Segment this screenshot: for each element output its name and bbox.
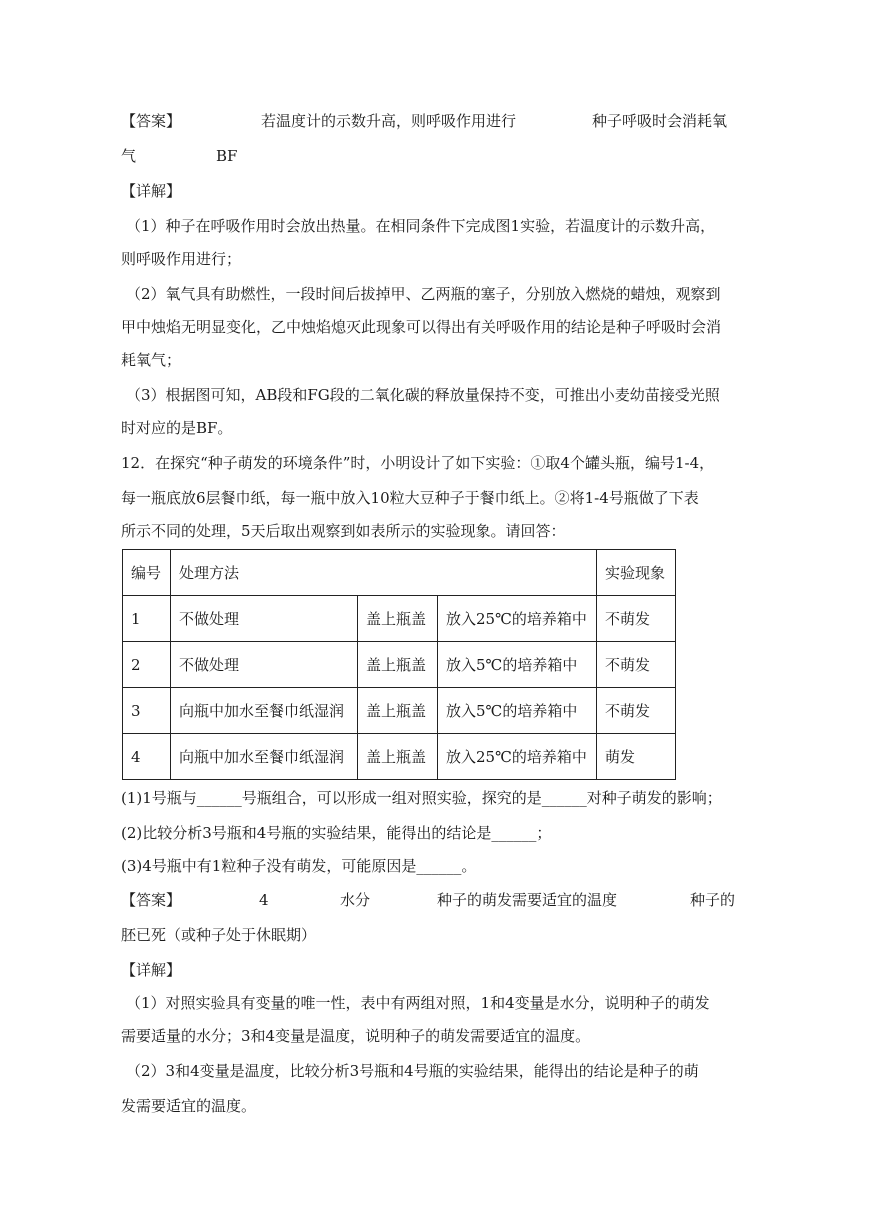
- row-number: 1: [123, 596, 171, 642]
- row-temperature: 放入5℃的培养箱中: [438, 642, 597, 688]
- row-result: 萌发: [597, 734, 676, 780]
- detail-label: 【详解】: [121, 961, 182, 979]
- table-row: [123, 688, 676, 734]
- row-number: 2: [123, 642, 171, 688]
- header-result: 实验现象: [597, 550, 676, 596]
- detail-line: 则呼吸作用进行；: [121, 250, 242, 268]
- row-temperature: 放入5℃的培养箱中: [438, 688, 597, 734]
- table-header-row: [123, 550, 676, 596]
- question-line: 12．在探究“种子萌发的环境条件”时，小明设计了如下实验：①取4个罐头瓶，编号1-4，: [121, 454, 715, 472]
- detail-line: 需要适量的水分；3和4变量是温度，说明种子的萌发需要适宜的温度。: [121, 1027, 591, 1045]
- subquestion-2: (2)比较分析3号瓶和4号瓶的实验结果，能得出的结论是______；: [121, 824, 552, 842]
- detail-line: （1）对照实验具有变量的唯一性，表中有两组对照，1和4变量是水分，说明种子的萌发: [126, 994, 710, 1012]
- answer-line-2: 胚已死（或种子处于休眠期）: [121, 926, 317, 944]
- row-water: 向瓶中加水至餐巾纸湿润: [171, 734, 358, 780]
- table-row: [123, 642, 676, 688]
- answer-line-1: [121, 890, 741, 910]
- row-result: 不萌发: [597, 596, 676, 642]
- detail-line: （2）3和4变量是温度，比较分析3号瓶和4号瓶的实验结果，能得出的结论是种子的萌: [126, 1062, 699, 1080]
- detail-line: 发需要适宜的温度。: [121, 1097, 257, 1115]
- answer-item-2: 水分: [340, 891, 371, 909]
- answer-label: 【答案】: [121, 112, 182, 130]
- row-water: 向瓶中加水至餐巾纸湿润: [171, 688, 358, 734]
- question-line: 每一瓶底放6层餐巾纸，每一瓶中放入10粒大豆种子于餐巾纸上。②将1-4号瓶做了下表: [121, 489, 699, 507]
- row-temperature: 放入25℃的培养箱中: [438, 734, 597, 780]
- row-cap: 盖上瓶盖: [358, 642, 438, 688]
- answer-item-1: 若温度计的示数升高，则呼吸作用进行: [261, 112, 517, 130]
- answer-item-4: 种子的: [690, 891, 736, 909]
- row-water: 不做处理: [171, 642, 358, 688]
- row-number: 4: [123, 734, 171, 780]
- answer-item-3: BF: [216, 147, 238, 165]
- subquestion-3: (3)4号瓶中有1粒种子没有萌发，可能原因是______。: [121, 857, 477, 875]
- detail-line: 甲中烛焰无明显变化，乙中烛焰熄灭此现象可以得出有关呼吸作用的结论是种子呼吸时会消: [121, 318, 722, 336]
- header-number: 编号: [123, 550, 171, 596]
- experiment-table: [122, 549, 676, 780]
- detail-line: （3）根据图可知，AB段和FG段的二氧化碳的释放量保持不变，可推出小麦幼苗接受光照: [126, 386, 720, 404]
- row-cap: 盖上瓶盖: [358, 734, 438, 780]
- row-cap: 盖上瓶盖: [358, 688, 438, 734]
- table-row: [123, 734, 676, 780]
- question-line: 所示不同的处理，5天后取出观察到如表所示的实验现象。请回答：: [121, 522, 566, 540]
- row-result: 不萌发: [597, 688, 676, 734]
- row-result: 不萌发: [597, 642, 676, 688]
- detail-label: 【详解】: [121, 182, 182, 200]
- subquestion-1: (1)1号瓶与______号瓶组合，可以形成一组对照实验，探究的是______对种子萌发的影响；: [121, 789, 722, 807]
- answer-line-2: [121, 146, 321, 166]
- detail-line: （1）种子在呼吸作用时会放出热量。在相同条件下完成图1实验，若温度计的示数升高，: [126, 217, 716, 235]
- answer-label: 【答案】: [121, 891, 182, 909]
- header-method: 处理方法: [171, 550, 597, 596]
- row-cap: 盖上瓶盖: [358, 596, 438, 642]
- detail-line: 耗氧气；: [121, 351, 182, 369]
- detail-line: 时对应的是BF。: [121, 419, 233, 437]
- row-number: 3: [123, 688, 171, 734]
- table-row: [123, 596, 676, 642]
- row-temperature: 放入25℃的培养箱中: [438, 596, 597, 642]
- answer-item-1: 4: [259, 891, 269, 909]
- answer-item-2: 种子呼吸时会消耗氧: [592, 112, 728, 130]
- answer-item-2-continued: 气: [121, 147, 137, 165]
- answer-line-1: [121, 111, 741, 131]
- detail-line: （2）氧气具有助燃性，一段时间后拔掉甲、乙两瓶的塞子，分别放入燃烧的蜡烛，观察到: [126, 285, 721, 303]
- answer-item-3: 种子的萌发需要适宜的温度: [437, 891, 618, 909]
- row-water: 不做处理: [171, 596, 358, 642]
